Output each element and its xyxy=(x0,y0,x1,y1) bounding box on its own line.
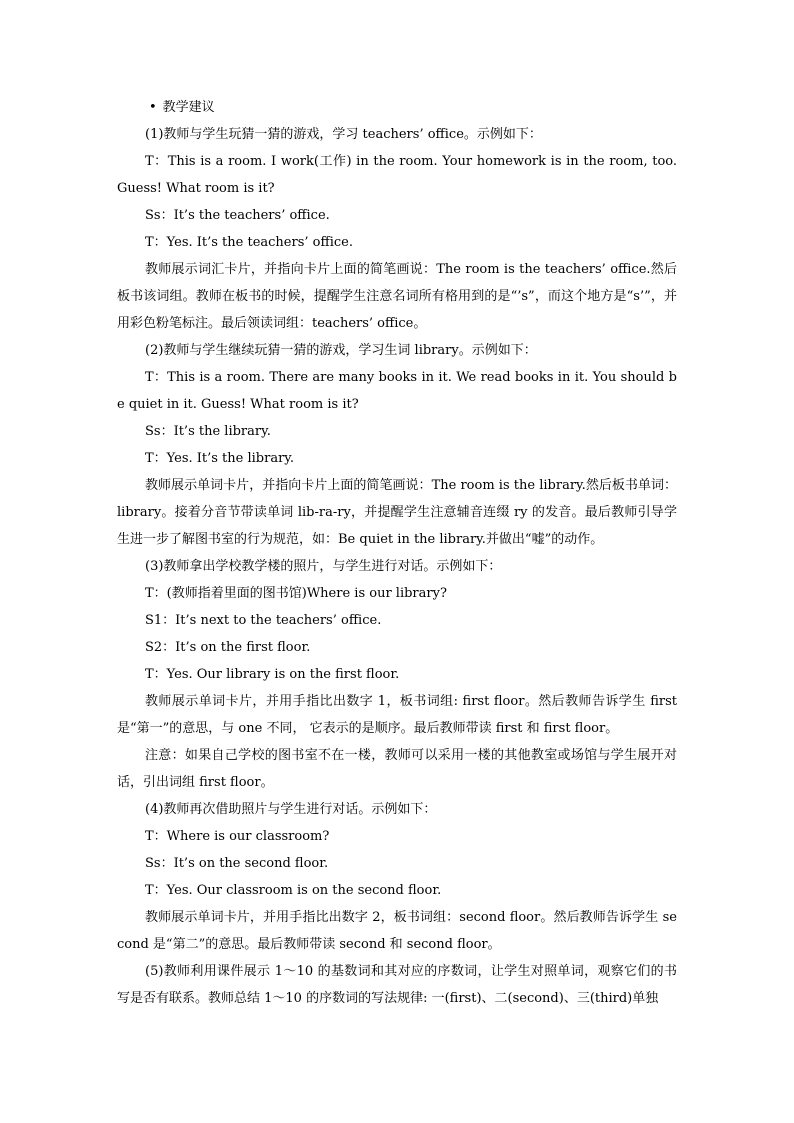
paragraph: 教师展示单词卡片，并用手指比出数字 1，板书词组: first floor。然后教师告诉学生 first 是“第一”的意思，与 one 不同， 它表示的是顺序。最后教师带读 first 和 first floor。 xyxy=(117,694,677,736)
paragraph: S1：It’s next to the teachers’ office. xyxy=(145,613,382,628)
paragraph: (1)教师与学生玩猜一猜的游戏，学习 teachers’ office。示例如下： xyxy=(145,127,542,142)
paragraph: S2：It’s on the first floor. xyxy=(145,640,311,655)
paragraph: Ss：It’s the library. xyxy=(145,424,271,439)
paragraph: Ss：It’s on the second floor. xyxy=(145,856,329,871)
paragraph: (3)教师拿出学校教学楼的照片，与学生进行对话。示例如下： xyxy=(145,559,502,574)
paragraph: T：This is a room. There are many books in it. We read books in it. You should be quiet in it. Guess! What room is it? xyxy=(117,370,677,412)
document-page xyxy=(117,94,677,1012)
section-title: 教学建议 xyxy=(162,100,215,115)
paragraph: Ss：It’s the teachers’ office. xyxy=(145,208,330,223)
section-heading xyxy=(117,94,677,121)
paragraph: 教师展示词汇卡片，并指向卡片上面的简笔画说：The room is the teachers’ office.然后板书该词组。教师在板书的时候，提醒学生注意名词所有格用到的是“’s”，而这个地方是“s’”，并用彩色粉笔标注。最后领读词组：teachers’ office。 xyxy=(117,262,677,331)
paragraph: T：Yes. It’s the library. xyxy=(145,451,295,466)
paragraph: T：(教师指着里面的图书馆)Where is our library? xyxy=(145,586,447,601)
paragraph: T：Yes. It’s the teachers’ office. xyxy=(145,235,353,250)
paragraph: (5)教师利用课件展示 1～10 的基数词和其对应的序数词，让学生对照单词，观察它们的书写是否有联系。教师总结 1～10 的序数词的写法规律: 一(first)、二(second)、三(third)单独 xyxy=(117,964,677,1006)
bullet-icon: • xyxy=(149,100,157,115)
paragraph: T：This is a room. I work(工作) in the room. Your homework is in the room, too. Guess! What room is it? xyxy=(117,154,677,196)
paragraph: (4)教师再次借助照片与学生进行对话。示例如下： xyxy=(145,802,437,817)
paragraph: 教师展示单词卡片，并指向卡片上面的简笔画说：The room is the library.然后板书单词：library。接着分音节带读单词 lib-ra-ry，并提醒学生注意辅音连缀 ry 的发音。最后教师引导学生进一步了解图书室的行为规范，如：Be quiet in the library.并做出“嘘”的动作。 xyxy=(117,478,677,547)
paragraph: T：Yes. Our library is on the first floor. xyxy=(145,667,400,682)
paragraph: (2)教师与学生继续玩猜一猜的游戏，学习生词 library。示例如下： xyxy=(145,343,537,358)
paragraph: T：Where is our classroom? xyxy=(145,829,330,844)
paragraph: 教师展示单词卡片，并用手指比出数字 2，板书词组：second floor。然后教师告诉学生 second 是“第二”的意思。最后教师带读 second 和 second floor。 xyxy=(117,910,677,952)
paragraph: 注意：如果自己学校的图书室不在一楼，教师可以采用一楼的其他教室或场馆与学生展开对话，引出词组 first floor。 xyxy=(117,748,677,790)
paragraph: T：Yes. Our classroom is on the second floor. xyxy=(145,883,442,898)
